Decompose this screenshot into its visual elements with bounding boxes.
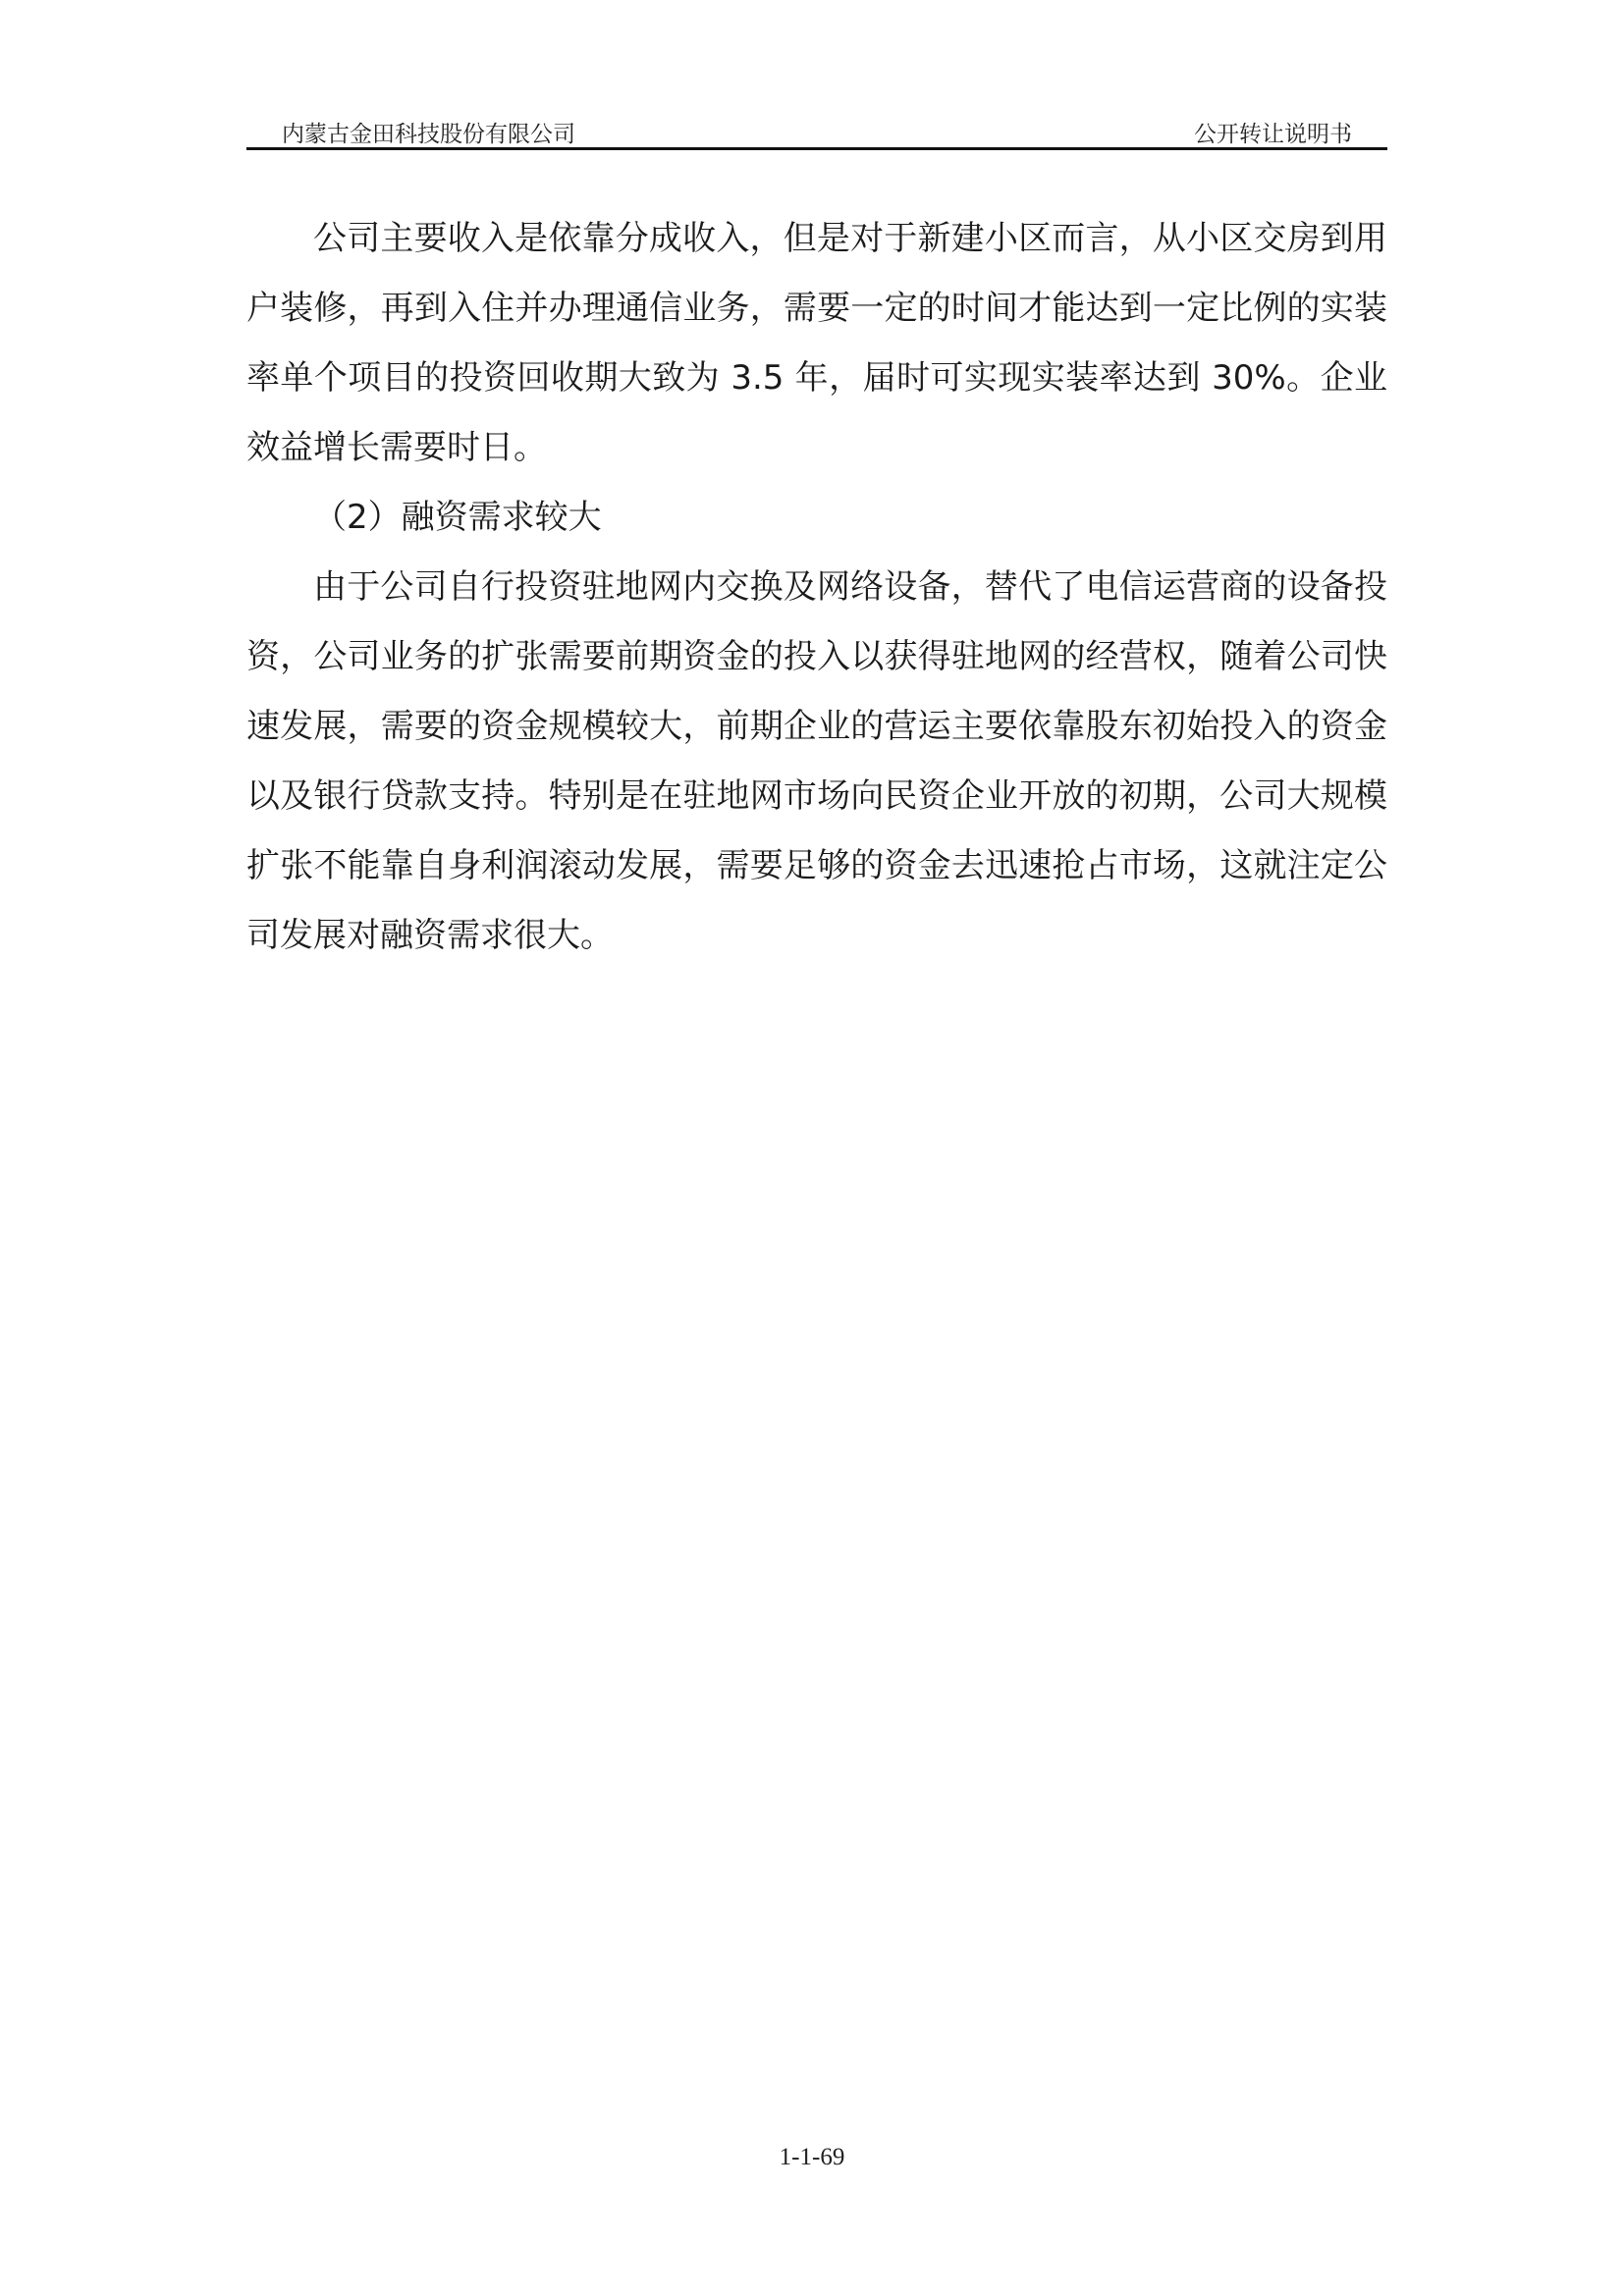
page-number: 1-1-69 (779, 2144, 845, 2170)
header-divider (246, 147, 1387, 150)
document-body (246, 204, 1387, 971)
header-document-type: 公开转让说明书 (1194, 122, 1352, 147)
body-paragraph: 公司主要收入是依靠分成收入，但是对于新建小区而言，从小区交房到用户装修，再到入住并办理通信业务，需要一定的时间才能达到一定比例的实装率单个项目的投资回收期大致为 3.5 年，届时可实现实装率达到 30%。企业效益增长需要时日。 (246, 219, 1387, 467)
section-subheading: （2）融资需求较大 (313, 498, 602, 537)
body-paragraph: 由于公司自行投资驻地网内交换及网络设备，替代了电信运营商的设备投资，公司业务的扩张需要前期资金的投入以获得驻地网的经营权，随着公司快速发展，需要的资金规模较大，前期企业的营运主要依靠股东初始投入的资金以及银行贷款支持。特别是在驻地网市场向民资企业开放的初期，公司大规模扩张不能靠自身利润滚动发展，需要足够的资金去迅速抢占市场，这就注定公司发展对融资需求很大。 (246, 567, 1387, 955)
header-company-name: 内蒙古金田科技股份有限公司 (282, 122, 575, 147)
